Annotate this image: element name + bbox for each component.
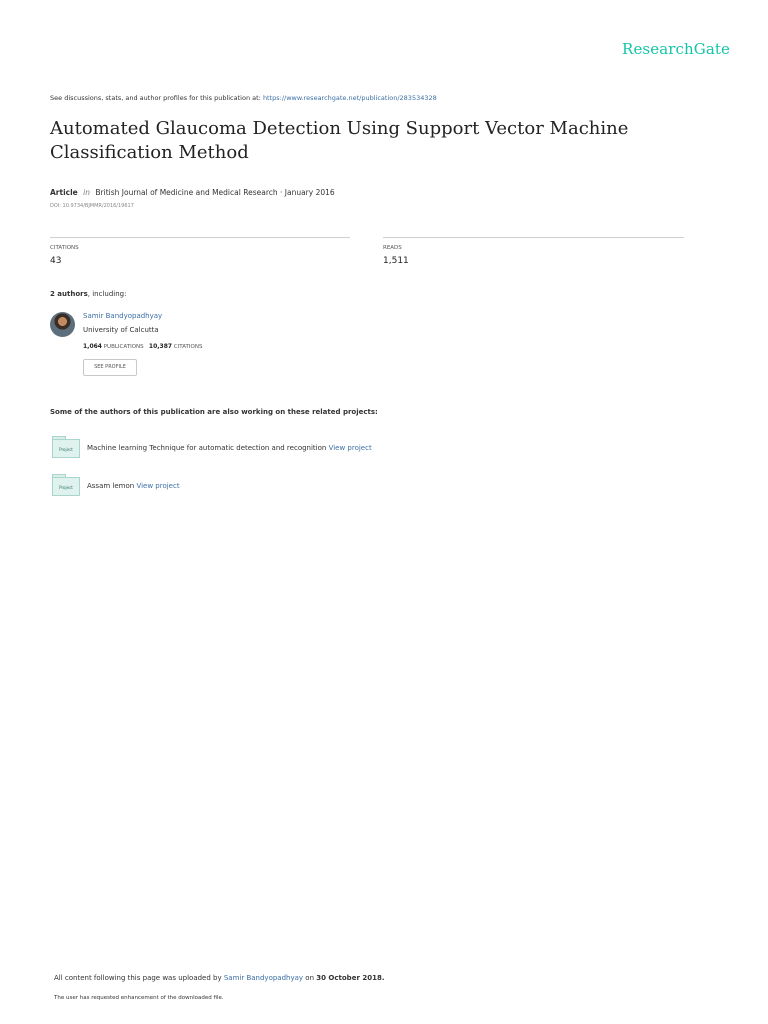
- see-discussions-line: [50, 94, 437, 102]
- doi: DOI: 10.9734/BJMMR/2016/19617: [50, 203, 134, 209]
- article-type: Article: [50, 188, 78, 197]
- project-item: [87, 444, 372, 452]
- author-stats: [83, 343, 202, 350]
- meta-in: in: [83, 188, 90, 197]
- reads-label: READS: [383, 245, 402, 251]
- project-folder-icon[interactable]: [51, 436, 81, 460]
- project-folder-icon[interactable]: [51, 474, 81, 498]
- author-citations-count: 10,387: [148, 343, 173, 350]
- citations-label: CITATIONS: [50, 245, 79, 251]
- publication-url-link[interactable]: https://www.researchgate.net/publication/283534328: [262, 94, 437, 102]
- project-title: Machine learning Technique for automatic detection and recognition: [87, 444, 327, 452]
- see-profile-button[interactable]: SEE PROFILE: [83, 359, 137, 376]
- uploader-link[interactable]: Samir Bandyopadhyay: [223, 974, 304, 982]
- view-project-link[interactable]: View project: [136, 482, 180, 490]
- related-projects-heading: Some of the authors of this publication are also working on these related projects:: [50, 408, 378, 416]
- reads-divider: [383, 237, 684, 238]
- enhancement-note: The user has requested enhancement of the downloaded file.: [54, 995, 224, 1001]
- project-icon-label: Project: [52, 439, 80, 458]
- upload-prefix: All content following this page was uploaded by: [54, 974, 222, 982]
- upload-date: 30 October 2018.: [316, 974, 385, 982]
- author-name-link[interactable]: Samir Bandyopadhyay: [83, 312, 163, 320]
- author-citations-label: CITATIONS: [173, 344, 203, 350]
- journal-date: British Journal of Medicine and Medical Research · January 2016: [95, 188, 335, 197]
- see-discussions-text: See discussions, stats, and author profiles for this publication at:: [50, 94, 261, 102]
- publication-title: Automated Glaucoma Detection Using Support Vector Machine Classification Method: [50, 118, 629, 163]
- project-icon-label: Project: [52, 477, 80, 496]
- researchgate-logo[interactable]: ResearchGate: [622, 40, 730, 58]
- author-publications-count: 1,064: [83, 343, 102, 350]
- view-project-link[interactable]: View project: [328, 444, 372, 452]
- citations-divider: [50, 237, 350, 238]
- publication-meta: [50, 188, 335, 197]
- author-publications-label: PUBLICATIONS: [103, 344, 144, 350]
- author-institution: University of Calcutta: [83, 326, 159, 334]
- reads-value: 1,511: [383, 256, 409, 266]
- upload-notice: [54, 974, 384, 982]
- authors-count: 2 authors: [50, 290, 88, 298]
- project-title: Assam lemon: [87, 482, 135, 490]
- authors-heading: [50, 290, 126, 298]
- author-avatar[interactable]: [50, 312, 75, 337]
- authors-including: , including:: [87, 290, 127, 298]
- citations-value: 43: [50, 256, 62, 266]
- project-item: [87, 482, 180, 490]
- upload-on: on: [305, 974, 315, 982]
